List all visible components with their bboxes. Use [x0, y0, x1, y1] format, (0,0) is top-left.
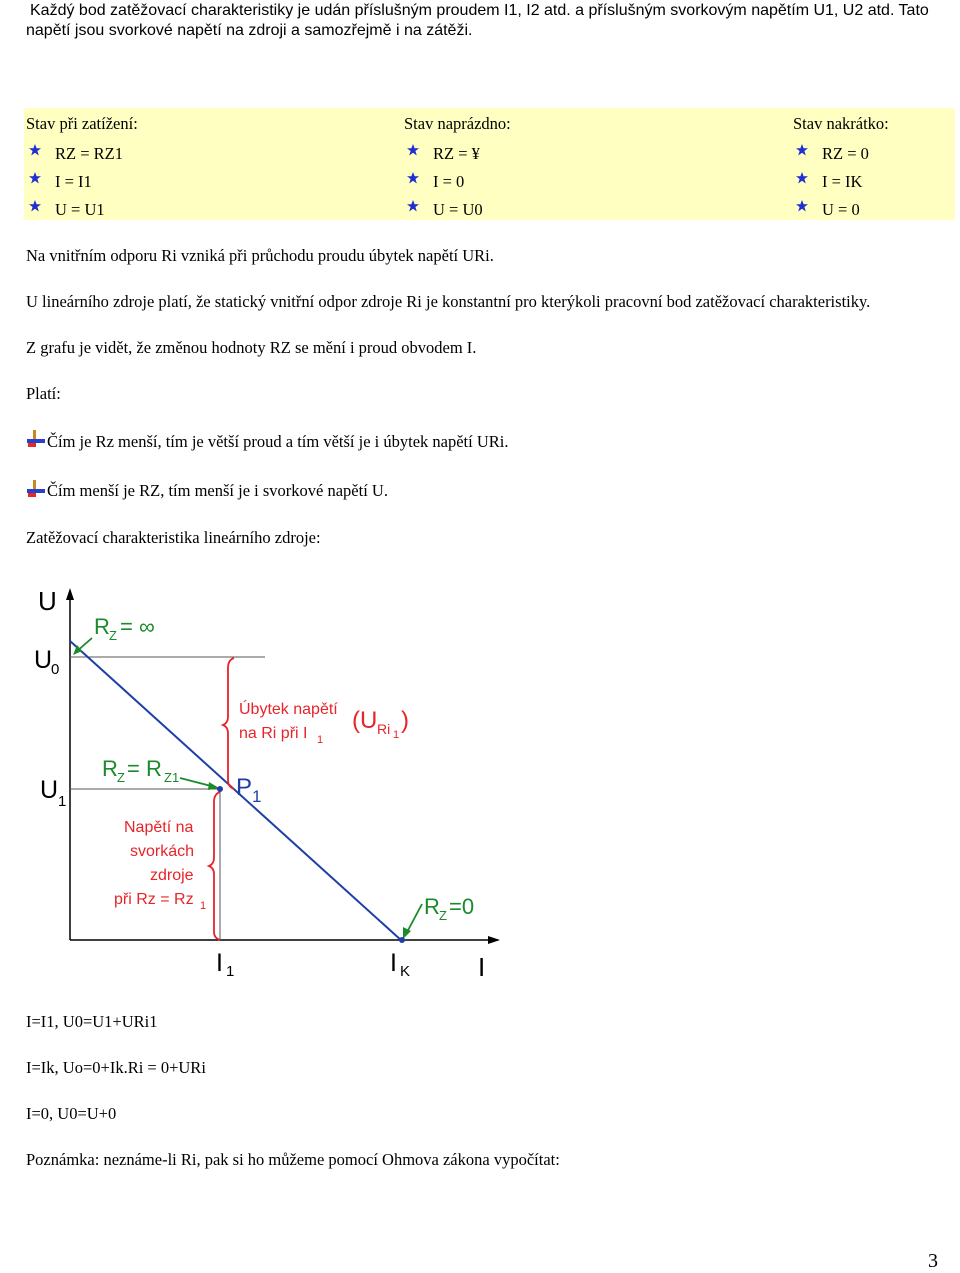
- state-open-title: Stav naprázdno:: [404, 114, 511, 133]
- point-ik: [399, 937, 405, 943]
- u-axis-label: U: [38, 586, 57, 616]
- u0-sub: 0: [51, 661, 60, 678]
- star-icon: [406, 199, 420, 213]
- rz0-arrow: [406, 904, 422, 934]
- load-characteristic-graph: [30, 582, 510, 982]
- intro-line-2: napětí jsou svorkové napětí na zdroji a samozřejmě i na zátěži.: [26, 22, 473, 39]
- paragraph-linear-source: U lineárního zdroje platí, že statický vnitřní odpor zdroje Ri je konstantní pro kterýkoli pracovní bod zatěžovací charakteristiky.: [26, 292, 871, 311]
- i1-label: I: [216, 949, 223, 977]
- uri-sub: Ri: [377, 721, 391, 737]
- u0-label: U: [34, 646, 53, 674]
- rz0-value: =0: [449, 894, 475, 919]
- equation-2: I=Ik, Uo=0+Ik.Ri = 0+URi: [26, 1058, 206, 1077]
- state-open-i: I = 0: [433, 172, 465, 191]
- state-open-rz: RZ = ¥: [433, 144, 480, 163]
- star-icon: [795, 171, 809, 185]
- drop-label-sub: 1: [317, 734, 324, 746]
- rz0-sub: Z: [439, 908, 447, 923]
- i1-sub: 1: [226, 963, 235, 980]
- states-table: [24, 108, 955, 220]
- terminal-label-line-4: při Rz = Rz: [114, 891, 194, 908]
- paragraph-voltage-drop: Na vnitřním odporu Ri vzniká při průchodu proudu úbytek napětí URi.: [26, 246, 494, 265]
- uri-label: (U: [352, 707, 378, 734]
- star-icon: [28, 143, 42, 157]
- i-axis-arrow: [488, 936, 500, 944]
- terminal-voltage-bracket: [209, 792, 220, 940]
- rz1-value: = R: [127, 756, 162, 781]
- terminal-label-line-2: svorkách: [130, 843, 195, 860]
- pointing-hand-icon: [26, 428, 46, 450]
- state-short-rz: RZ = 0: [822, 144, 869, 163]
- state-load-u: U = U1: [55, 200, 105, 219]
- rz-inf-label: R: [94, 614, 110, 639]
- page-number: 3: [928, 1250, 938, 1272]
- paragraph-characteristic-title: Zatěžovací charakteristika lineárního zdroje:: [26, 528, 321, 547]
- p1-label: P: [236, 774, 253, 801]
- note: Poznámka: neznáme-li Ri, pak si ho můžeme pomocí Ohmova zákona vypočítat:: [26, 1150, 560, 1169]
- terminal-label-line-1: Napětí na: [124, 819, 194, 836]
- i-axis-label: I: [478, 952, 486, 982]
- rule-2: Čím menší je RZ, tím menší je i svorkové napětí U.: [47, 481, 388, 500]
- intro-line-1: Každý bod zatěžovací charakteristiky je udán příslušným proudem I1, I2 atd. a příslušným svorkovým napětím U1, U2 atd. Tato: [30, 2, 929, 19]
- terminal-label-line-3: zdroje: [150, 867, 194, 884]
- rule-1: Čím je Rz menší, tím je větší proud a tím větší je i úbytek napětí URi.: [47, 432, 509, 451]
- drop-label-line-2: na Ri při I: [239, 725, 308, 742]
- u1-label: U: [40, 776, 59, 804]
- rz-inf-sub: Z: [109, 628, 117, 643]
- point-p1: [217, 786, 223, 792]
- state-load-rz: RZ = RZ1: [55, 144, 123, 163]
- star-icon: [795, 143, 809, 157]
- state-load-title: Stav při zatížení:: [26, 114, 138, 133]
- equation-3: I=0, U0=U+0: [26, 1104, 117, 1123]
- voltage-drop-bracket: [223, 658, 234, 789]
- rz1-sub: Z: [117, 770, 125, 785]
- state-short-i: I = IK: [822, 172, 863, 191]
- star-icon: [795, 199, 809, 213]
- paragraph-plati: Platí:: [26, 384, 61, 403]
- u1-sub: 1: [58, 793, 67, 810]
- state-open-u: U = U0: [433, 200, 483, 219]
- p1-sub: 1: [252, 787, 262, 806]
- star-icon: [28, 171, 42, 185]
- ik-label: I: [390, 949, 397, 977]
- uri-sub-2: 1: [393, 729, 400, 741]
- rz1-sub2: Z1: [164, 770, 180, 785]
- star-icon: [28, 199, 42, 213]
- rz1-label: R: [102, 756, 118, 781]
- star-icon: [406, 143, 420, 157]
- state-short-u: U = 0: [822, 200, 860, 219]
- rz0-label: R: [424, 894, 440, 919]
- ik-sub: K: [400, 963, 411, 980]
- equation-1: I=I1, U0=U1+URi1: [26, 1012, 158, 1031]
- star-icon: [406, 171, 420, 185]
- pointing-hand-icon: [26, 478, 46, 500]
- terminal-label-sub: 1: [200, 900, 207, 912]
- rz-inf-value: = ∞: [120, 614, 155, 639]
- uri-close: ): [401, 707, 409, 734]
- drop-label-line-1: Úbytek napětí: [239, 701, 338, 718]
- u-axis-arrow: [66, 588, 74, 600]
- state-short-title: Stav nakrátko:: [793, 114, 889, 133]
- state-load-i: I = I1: [55, 172, 92, 191]
- paragraph-graph-note: Z grafu je vidět, že změnou hodnoty RZ se mění i proud obvodem I.: [26, 338, 477, 357]
